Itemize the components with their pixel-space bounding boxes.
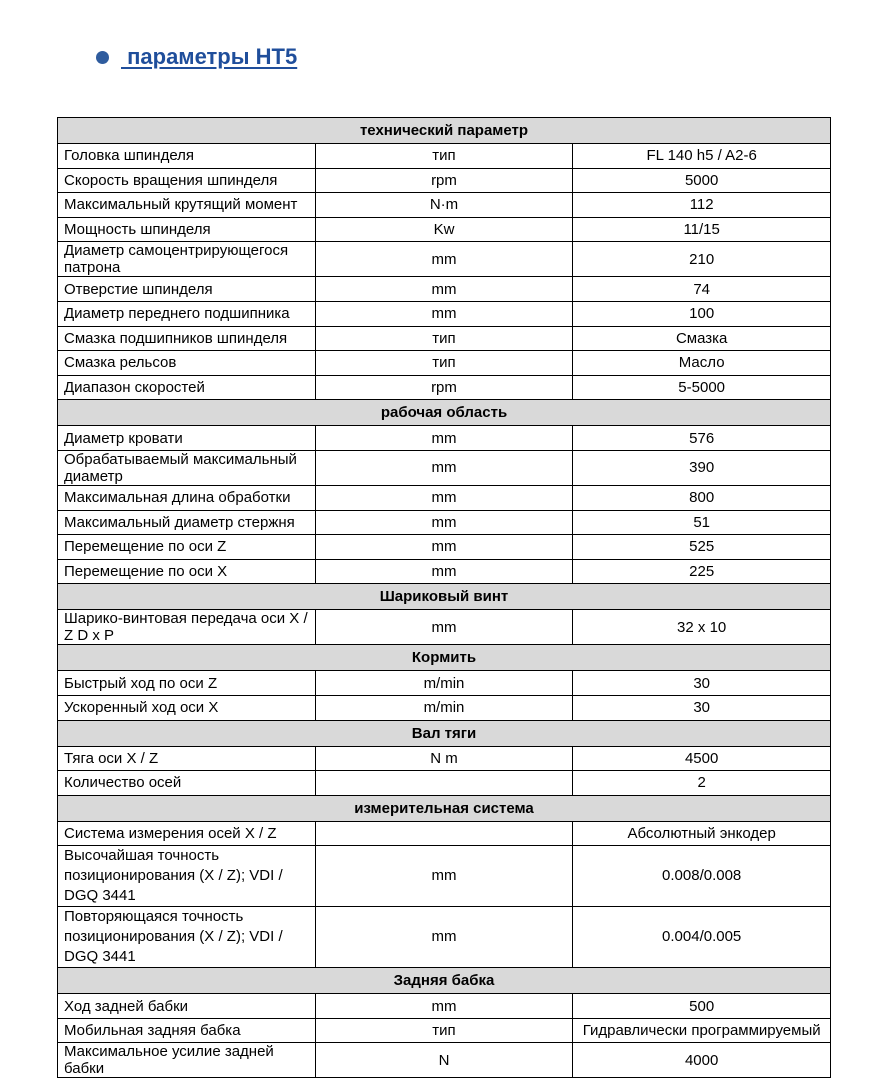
table-row (58, 846, 831, 907)
unit-cell: Kw (315, 217, 573, 242)
parameter-cell: Тяга оси X / Z (58, 746, 316, 771)
parameter-cell: Количество осей (58, 771, 316, 796)
section-title: Вал тяги (58, 720, 831, 746)
table-row (58, 326, 831, 351)
unit-cell: mm (315, 610, 573, 645)
section-header-row (58, 720, 831, 746)
unit-cell (315, 771, 573, 796)
parameter-cell: Отверстие шпинделя (58, 277, 316, 302)
value-cell: 0.008/0.008 (573, 846, 831, 907)
value-cell: Гидравлически программируемый (573, 1018, 831, 1043)
table-row (58, 351, 831, 376)
parameter-cell: Повторяющаяся точность позиционирования (X / Z); VDI / DGQ 3441 (58, 907, 316, 968)
parameter-cell: Высочайшая точность позиционирования (X / Z); VDI / DGQ 3441 (58, 846, 316, 907)
table-row (58, 144, 831, 169)
section-header-row (58, 584, 831, 610)
table-row (58, 1018, 831, 1043)
value-cell: 210 (573, 242, 831, 277)
unit-cell: N·m (315, 193, 573, 218)
table-row (58, 695, 831, 720)
table-row (58, 559, 831, 584)
unit-cell: тип (315, 351, 573, 376)
unit-cell: mm (315, 242, 573, 277)
unit-cell: mm (315, 907, 573, 968)
unit-cell: mm (315, 301, 573, 326)
section-title: Задняя бабка (58, 968, 831, 994)
parameter-cell: Максимальный крутящий момент (58, 193, 316, 218)
unit-cell: тип (315, 326, 573, 351)
section-title: рабочая область (58, 400, 831, 426)
section-title: Шариковый винт (58, 584, 831, 610)
table-row (58, 301, 831, 326)
unit-cell (315, 821, 573, 846)
value-cell: 74 (573, 277, 831, 302)
table-row (58, 277, 831, 302)
table-row (58, 610, 831, 645)
page-heading (96, 44, 297, 70)
parameter-cell: Диапазон скоростей (58, 375, 316, 400)
unit-cell: mm (315, 485, 573, 510)
unit-cell: mm (315, 535, 573, 560)
section-header-row (58, 400, 831, 426)
section-header-row (58, 645, 831, 671)
value-cell: 51 (573, 510, 831, 535)
value-cell: 576 (573, 426, 831, 451)
value-cell: 500 (573, 994, 831, 1019)
value-cell: Смазка (573, 326, 831, 351)
table-row (58, 485, 831, 510)
table-row (58, 510, 831, 535)
table-row (58, 242, 831, 277)
parameter-cell: Головка шпинделя (58, 144, 316, 169)
parameter-cell: Мощность шпинделя (58, 217, 316, 242)
value-cell: 4500 (573, 746, 831, 771)
section-title: Кормить (58, 645, 831, 671)
unit-cell: mm (315, 559, 573, 584)
section-header-row (58, 968, 831, 994)
parameter-cell: Диаметр самоцентрирующегося патрона (58, 242, 316, 277)
value-cell: 525 (573, 535, 831, 560)
value-cell: FL 140 h5 / A2-6 (573, 144, 831, 169)
table-row (58, 168, 831, 193)
table-row (58, 217, 831, 242)
value-cell: 30 (573, 695, 831, 720)
unit-cell: m/min (315, 695, 573, 720)
table-row (58, 426, 831, 451)
table-row (58, 746, 831, 771)
table-row (58, 994, 831, 1019)
value-cell: 100 (573, 301, 831, 326)
parameter-cell: Диаметр переднего подшипника (58, 301, 316, 326)
value-cell: 112 (573, 193, 831, 218)
value-cell: 800 (573, 485, 831, 510)
parameter-cell: Максимальное усилие задней бабки (58, 1043, 316, 1078)
parameter-cell: Быстрый ход по оси Z (58, 671, 316, 696)
unit-cell: тип (315, 1018, 573, 1043)
table-row (58, 671, 831, 696)
parameter-cell: Скорость вращения шпинделя (58, 168, 316, 193)
value-cell: 4000 (573, 1043, 831, 1078)
parameter-cell: Ход задней бабки (58, 994, 316, 1019)
parameter-cell: Диаметр кровати (58, 426, 316, 451)
table-row (58, 450, 831, 485)
parameter-cell: Перемещение по оси Z (58, 535, 316, 560)
table-row (58, 907, 831, 968)
value-cell: 5-5000 (573, 375, 831, 400)
parameter-cell: Максимальная длина обработки (58, 485, 316, 510)
value-cell: 30 (573, 671, 831, 696)
value-cell: 2 (573, 771, 831, 796)
parameter-cell: Мобильная задняя бабка (58, 1018, 316, 1043)
parameter-cell: Шарико-винтовая передача оси X / Z D x P (58, 610, 316, 645)
parameter-cell: Смазка подшипников шпинделя (58, 326, 316, 351)
value-cell: 11/15 (573, 217, 831, 242)
spec-table-body (58, 118, 831, 1078)
unit-cell: mm (315, 426, 573, 451)
parameter-cell: Система измерения осей X / Z (58, 821, 316, 846)
parameter-cell: Максимальный диаметр стержня (58, 510, 316, 535)
unit-cell: mm (315, 450, 573, 485)
unit-cell: rpm (315, 168, 573, 193)
value-cell: Масло (573, 351, 831, 376)
unit-cell: mm (315, 994, 573, 1019)
value-cell: 32 x 10 (573, 610, 831, 645)
parameter-cell: Перемещение по оси X (58, 559, 316, 584)
unit-cell: mm (315, 846, 573, 907)
value-cell: Абсолютный энкодер (573, 821, 831, 846)
value-cell: 0.004/0.005 (573, 907, 831, 968)
parameter-cell: Обрабатываемый максимальный диаметр (58, 450, 316, 485)
table-row (58, 771, 831, 796)
unit-cell: N m (315, 746, 573, 771)
spec-table (57, 117, 831, 1078)
unit-cell: mm (315, 510, 573, 535)
unit-cell: тип (315, 144, 573, 169)
unit-cell: m/min (315, 671, 573, 696)
table-row (58, 1043, 831, 1078)
value-cell: 390 (573, 450, 831, 485)
value-cell: 5000 (573, 168, 831, 193)
section-title: технический параметр (58, 118, 831, 144)
unit-cell: rpm (315, 375, 573, 400)
section-header-row (58, 118, 831, 144)
page-title: параметры HT5 (121, 44, 298, 69)
section-title: измерительная система (58, 795, 831, 821)
table-row (58, 193, 831, 218)
table-row (58, 821, 831, 846)
table-row (58, 375, 831, 400)
table-row (58, 535, 831, 560)
parameter-cell: Смазка рельсов (58, 351, 316, 376)
unit-cell: N (315, 1043, 573, 1078)
section-header-row (58, 795, 831, 821)
parameter-cell: Ускоренный ход оси X (58, 695, 316, 720)
bullet-icon (96, 51, 109, 64)
unit-cell: mm (315, 277, 573, 302)
value-cell: 225 (573, 559, 831, 584)
